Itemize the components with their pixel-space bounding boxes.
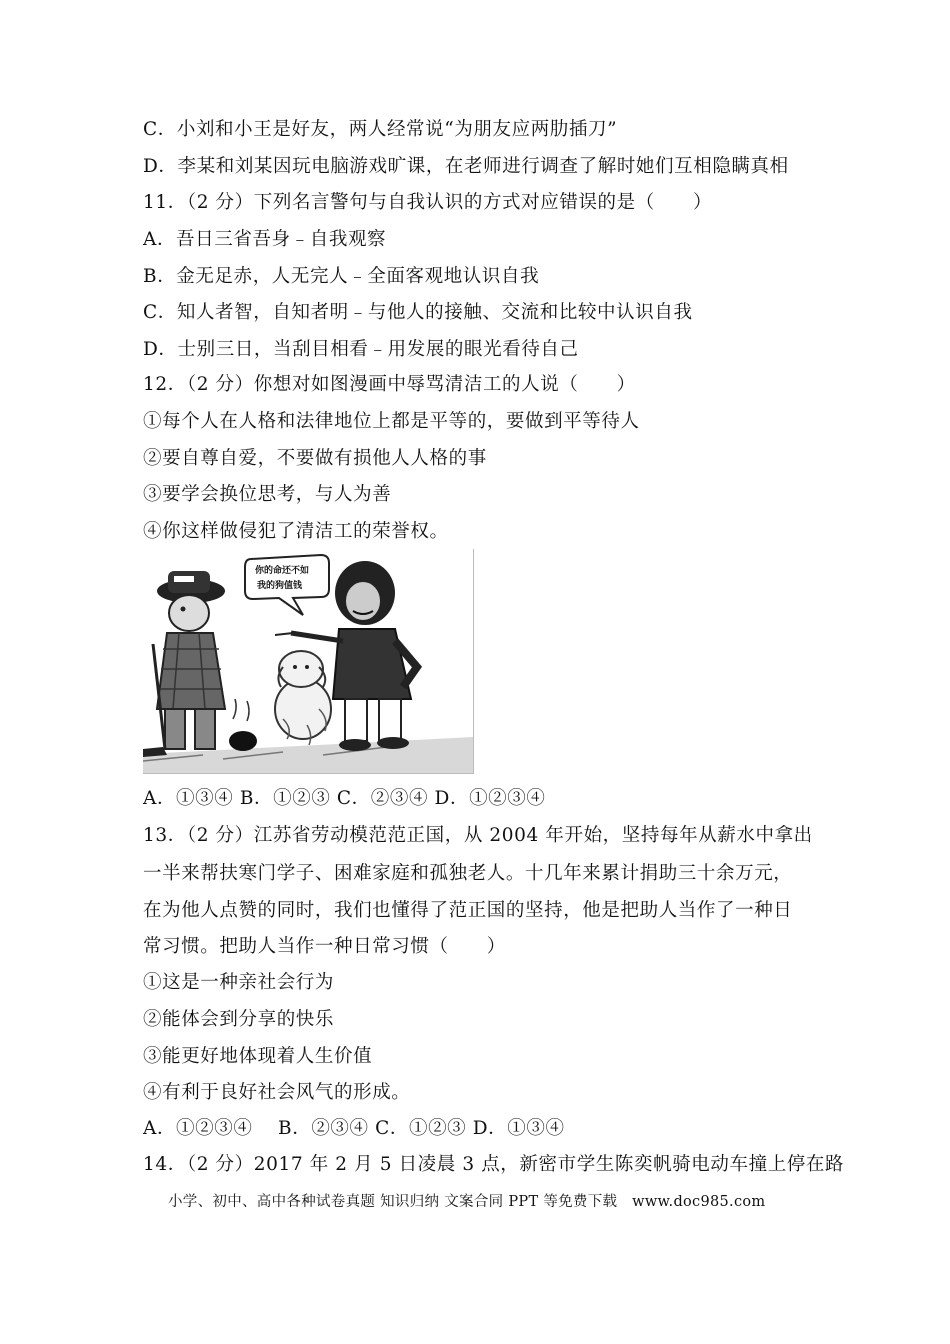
question-14: 14．（2 分）2017 年 2 月 5 日凌晨 3 点，新密市学生陈奕帆骑电动车撞上停在路 bbox=[143, 1154, 845, 1175]
statement-1-q12: ①每个人在人格和法律地位上都是平等的，要做到平等待人 bbox=[143, 411, 640, 432]
question-13-line-4: 常习惯。把助人当作一种日常习惯（ ） bbox=[143, 936, 506, 957]
option-b-q11: B．金无足赤，人无完人﹣全面客观地认识自我 bbox=[143, 266, 540, 287]
statement-3-q13: ③能更好地体现着人生价值 bbox=[143, 1046, 373, 1067]
question-13-line-1: 13．（2 分）江苏省劳动模范范正国，从 2004 年开始，坚持每年从薪水中拿出 bbox=[143, 825, 813, 846]
cartoon-drawing bbox=[143, 549, 473, 773]
question-11: 11．（2 分）下列名言警句与自我认识的方式对应错误的是（ ） bbox=[143, 192, 713, 213]
question-13-line-3: 在为他人点赞的同时，我们也懂得了范正国的坚持，他是把助人当作了一种日 bbox=[143, 900, 793, 921]
page-footer: 小学、初中、高中各种试卷真题 知识归纳 文案合同 PPT 等免费下载 www.doc985.com bbox=[168, 1194, 766, 1210]
statement-1-q13: ①这是一种亲社会行为 bbox=[143, 972, 335, 993]
statement-4-q12: ④你这样做侵犯了清洁工的荣誉权。 bbox=[143, 521, 449, 542]
statement-4-q13: ④有利于良好社会风气的形成。 bbox=[143, 1082, 411, 1103]
speech-bubble-line-1: 你的命还不如 bbox=[255, 566, 310, 576]
question-12: 12．（2 分）你想对如图漫画中辱骂清洁工的人说（ ） bbox=[143, 374, 636, 395]
cartoon-image bbox=[143, 549, 474, 774]
option-d-q10: D．李某和刘某因玩电脑游戏旷课，在老师进行调查了解时她们互相隐瞒真相 bbox=[143, 156, 789, 177]
speech-bubble-line-2: 我的狗值钱 bbox=[257, 581, 303, 591]
options-q13: A．①②③④ B．②③④ C．①②③ D．①③④ bbox=[143, 1118, 565, 1139]
option-a-q11: A．吾日三省吾身﹣自我观察 bbox=[143, 229, 387, 250]
option-d-q11: D．士别三日，当刮目相看﹣用发展的眼光看待自己 bbox=[143, 339, 579, 360]
option-c-q11: C．知人者智，自知者明﹣与他人的接触、交流和比较中认识自我 bbox=[143, 302, 693, 323]
option-c-q10: C．小刘和小王是好友，两人经常说“为朋友应两肋插刀” bbox=[143, 119, 618, 140]
statement-3-q12: ③要学会换位思考，与人为善 bbox=[143, 484, 392, 505]
question-13-line-2: 一半来帮扶寒门学子、困难家庭和孤独老人。十几年来累计捐助三十余万元， bbox=[143, 863, 793, 884]
statement-2-q12: ②要自尊自爱，不要做有损他人人格的事 bbox=[143, 448, 487, 469]
options-q12: A．①③④ B．①②③ C．②③④ D．①②③④ bbox=[143, 788, 546, 809]
statement-2-q13: ②能体会到分享的快乐 bbox=[143, 1009, 335, 1030]
